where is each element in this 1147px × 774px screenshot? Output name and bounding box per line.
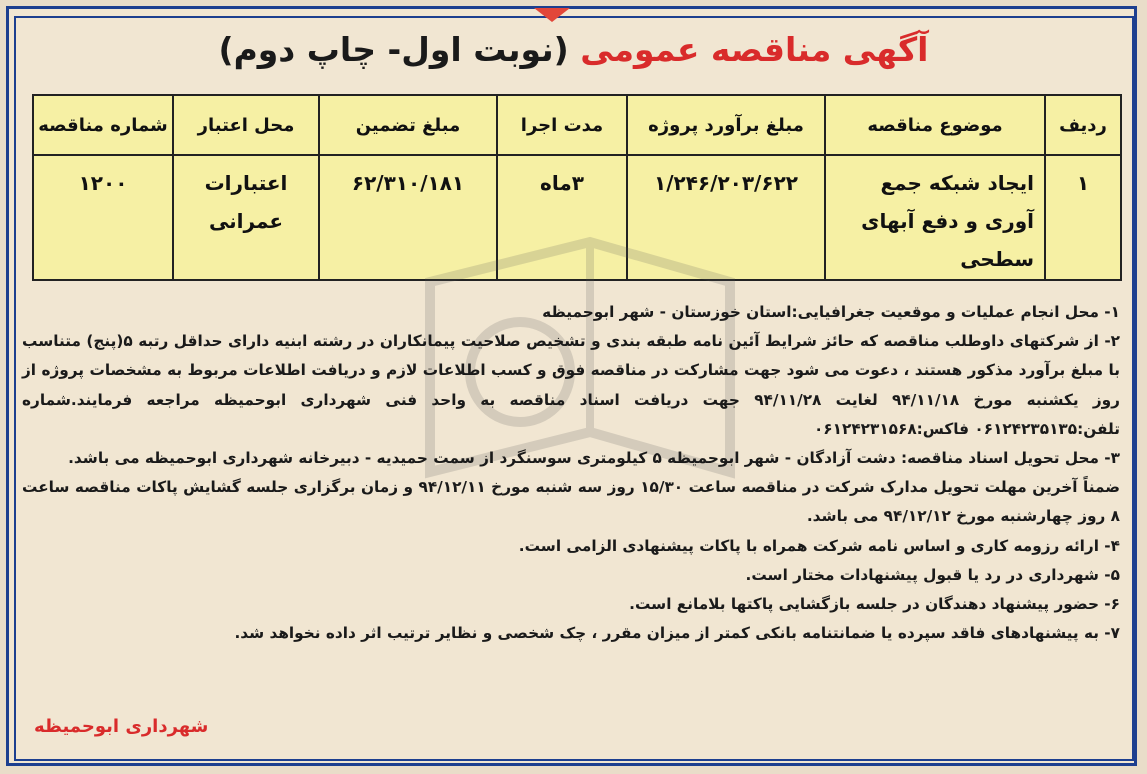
header-index: ردیف bbox=[1045, 95, 1121, 155]
header-estimate: مبلغ برآورد پروژه bbox=[627, 95, 825, 155]
clause-2: ۲- از شرکتهای داوطلب مناقصه که حائز شرایط آئین نامه طبقه بندی و تشخیص صلاحیت پیمانکاران در رشته ابنیه دارای حداقل رتبه ۵(پنج) متناسب با مبلغ برآورد مذکور هستند ، دعوت می شود جهت مشارکت در مناقصه فوق و کسب اطلاعات لازم و دریافت اطلاعات مربوط به مشخصات پروژه از روز یکشنبه مورخ ۹۴/۱۱/۱۸ لغایت ۹۴/۱۱/۲۸ جهت دریافت اسناد مناقصه به واحد فنی شهرداری ابوحمیظه مراجعه فرمایند.شماره تلفن:۰۶۱۲۴۲۳۵۱۳۵ فاکس:۰۶۱۲۴۲۳۱۵۶۸ bbox=[22, 332, 1121, 438]
cell-subject: ایجاد شبکه جمع آوری و دفع آبهای سطحی bbox=[825, 155, 1045, 280]
clause-7: ۷- به پیشنهادهای فاقد سپرده یا ضمانتنامه بانکی کمتر از میزان مقرر ، چک شخصی و نظایر ترتیب اثر داده نخواهد شد. bbox=[234, 624, 1120, 643]
title-sub: (نوبت اول- چاپ دوم) bbox=[218, 30, 569, 69]
cell-duration: ۳ماه bbox=[497, 155, 627, 280]
header-guarantee: مبلغ تضمین bbox=[319, 95, 497, 155]
header-credit: محل اعتبار bbox=[173, 95, 319, 155]
tender-table bbox=[32, 94, 1122, 281]
clause-4: ۴- ارائه رزومه کاری و اساس نامه شرکت همراه با پاکات پیشنهادی الزامی است. bbox=[518, 536, 1120, 555]
header-duration: مدت اجرا bbox=[497, 95, 627, 155]
cell-credit: اعتبارات عمرانی bbox=[173, 155, 319, 280]
header-subject: موضوع مناقصه bbox=[825, 95, 1045, 155]
top-triangle-marker bbox=[534, 8, 570, 22]
clause-3-note: ضمناً آخرین مهلت تحویل مدارک شرکت در مناقصه ساعت ۱۵/۳۰ روز سه شنبه مورخ ۹۴/۱۲/۱۱ و زمان برگزاری جلسه گشایش پاکات مناقصه ساعت ۸ روز چهارشنبه مورخ ۹۴/۱۲/۱۲ می باشد. bbox=[22, 478, 1120, 526]
signature: شهرداری ابوحمیظه bbox=[34, 716, 209, 737]
title-main: آگهی مناقصه عمومی bbox=[580, 30, 929, 69]
cell-estimate: ۱/۲۴۶/۲۰۳/۶۲۲ bbox=[627, 155, 825, 280]
clause-5: ۵- شهرداری در رد یا قبول پیشنهادات مختار است. bbox=[745, 565, 1120, 584]
clause-6: ۶- حضور پیشنهاد دهندگان در جلسه بازگشایی پاکتها بلامانع است. bbox=[629, 595, 1120, 614]
clause-1: ۱- محل انجام عملیات و موقعیت جغرافیایی:استان خوزستان - شهر ابوحمیظه bbox=[542, 303, 1120, 321]
cell-guarantee: ۶۲/۳۱۰/۱۸۱ bbox=[319, 155, 497, 280]
clause-3: ۳- محل تحویل اسناد مناقصه: دشت آزادگان - شهر ابوحمیظه ۵ کیلومتری سوسنگرد از سمت حمیدیه - دبیرخانه شهرداری ابوحمیظه می باشد. bbox=[68, 449, 1120, 468]
table-row bbox=[33, 155, 1121, 280]
table-header-row bbox=[33, 95, 1121, 155]
cell-number: ۱۲۰۰ bbox=[33, 155, 173, 280]
header-number: شماره مناقصه bbox=[33, 95, 173, 155]
page-title bbox=[0, 30, 1147, 69]
announcement-body bbox=[22, 298, 1120, 648]
cell-index: ۱ bbox=[1045, 155, 1121, 280]
